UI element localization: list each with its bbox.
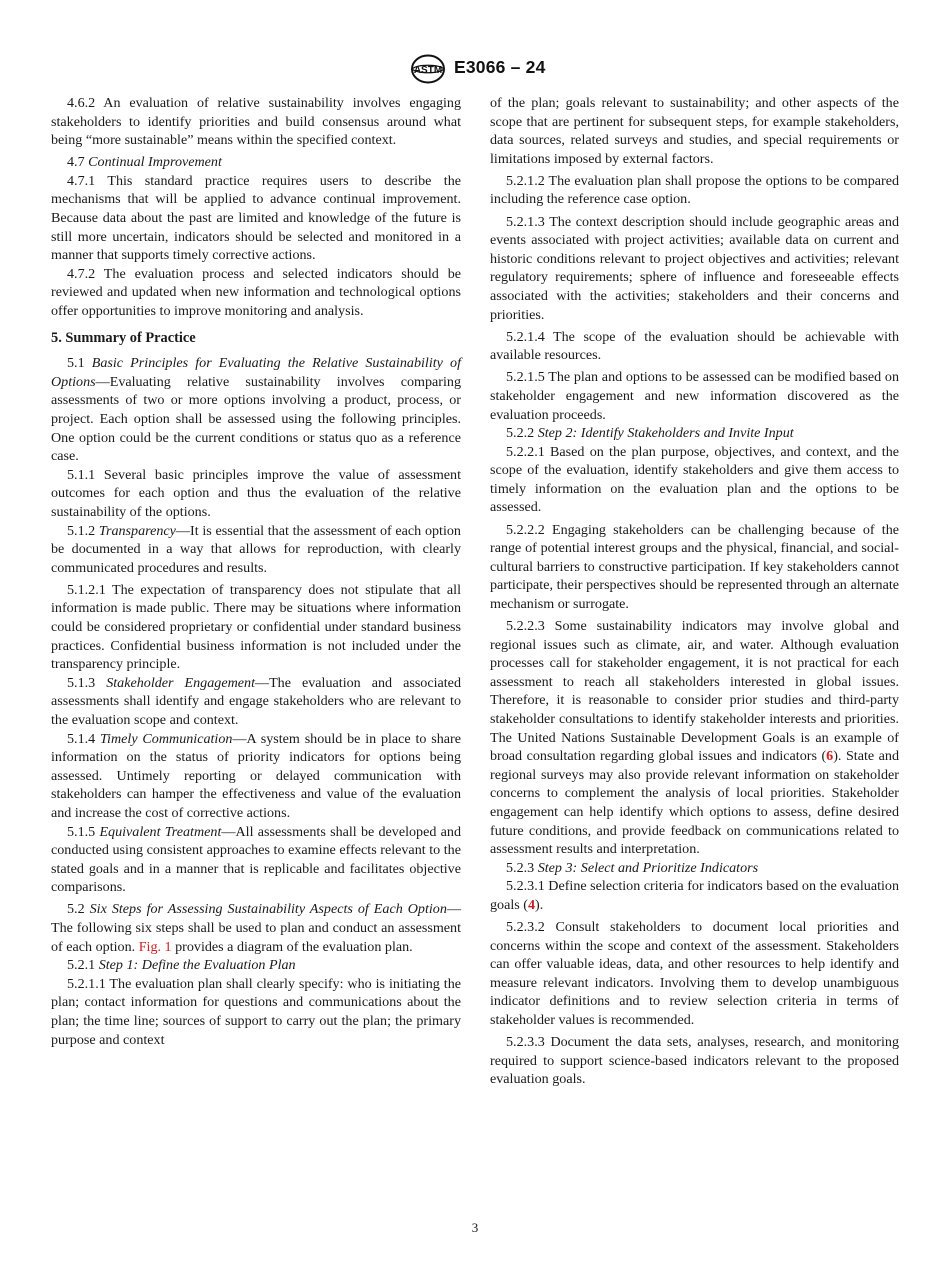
figure-1-link[interactable]: Fig. 1 <box>138 938 172 955</box>
paragraph-5-2-1-2: 5.2.1.2 The evaluation plan shall propose the options to be compared including the reference case option. <box>490 172 899 208</box>
section-5-1-5: 5.1.5 Equivalent Treatment—All assessments shall be developed and conducted using consistent approaches to examine effects relevant to the stated goals and in a manner that is replicable and facilitates objective comparisons. <box>51 823 461 896</box>
section-5-1-4: 5.1.4 Timely Communication—A system should be in place to share information on the status of priority indicators for options being assessed. Untimely reporting or delayed communication with stakeholders can hamper the effectiveness and value of the evaluation and increase the cost of corrective actions. <box>51 730 461 821</box>
paragraph-5-2-1-5: 5.2.1.5 The plan and options to be assessed can be modified based on stakeholder engagement and new information discovered as the evaluation proceeds. <box>490 369 899 423</box>
reference-4-link[interactable]: 4 <box>527 896 536 913</box>
paragraph-5-2-2-3: 5.2.2.3 Some sustainability indicators may involve global and regional issues such as climate, air, and water. Although evaluation processes call for stakeholder engagement, it is not practical for each assessment to reach all stakeholders interested in global issues. Therefore, it is reasonable to consider prior studies and third-party stakeholder consultations to identify stakeholder interests and priorities. The United Nations Sustainable Development Goals is an example of broad consultation regarding global issues and indicators (6). State and regional surveys may also provide relevant information on stakeholder concerns to complement the analysis of local priorities. Stakeholder engagement can help identify which options to assess, define desired future conditions, and provide feedback on communications related to assessment results and interpretation. <box>490 618 899 858</box>
left-column <box>51 94 461 1049</box>
paragraph-5-2-1-4: 5.2.1.4 The scope of the evaluation should be achievable with available resources. <box>490 328 899 364</box>
paragraph-5-2-2-2: 5.2.2.2 Engaging stakeholders can be challenging because of the range of potential interest groups and the physical, financial, and social-cultural barriers to constructive participation. If key stakeholders cannot participate, their perspectives should be represented through an alternate mechanism or surrogate. <box>490 521 899 612</box>
paragraph-5-1-1: 5.1.1 Several basic principles improve the value of assessment outcomes for each option and thus the evaluation of the relative sustainability of the options. <box>51 466 461 520</box>
section-4-7-title: Continual Improvement <box>88 154 222 171</box>
section-5-2-1: 5.2.1 Step 1: Define the Evaluation Plan <box>67 957 296 974</box>
document-designation: E3066 – 24 <box>454 57 546 77</box>
section-5-1: 5.1 Basic Principles for Evaluating the Relative Sustainability of Options—Evaluating relative sustainability involves comparing assessments of two or more options involving a product, process, or project. Each option shall be assessed using the following principles. One option could be the current conditions or status quo as a reference case. <box>51 355 461 465</box>
paragraph-5-2-2-1: 5.2.2.1 Based on the plan purpose, objectives, and context, and the scope of the evaluation, identify stakeholders and give them access to timely information on the evaluation plan and the options to be assessed. <box>490 443 899 516</box>
paragraph-4-7-2: 4.7.2 The evaluation process and selected indicators should be reviewed and updated when new information and technological options offer opportunities to improve monitoring and analysis. <box>51 265 461 320</box>
reference-6-link[interactable]: 6 <box>826 748 834 765</box>
logo-text: ASTM <box>413 65 443 76</box>
page-number: 3 <box>471 1220 479 1235</box>
astm-logo-icon <box>408 54 448 84</box>
paragraph-continued: of the plan; goals relevant to sustainability; and other aspects of the scope that are pertinent for subsequent steps, for example stakeholders, data sources, related surveys and studies, and special requirements or limitations imposed by external factors. <box>490 95 899 167</box>
paragraph-5-2-3-1: 5.2.3.1 Define selection criteria for indicators based on the evaluation goals (4). <box>490 878 899 913</box>
section-5-1-3: 5.1.3 Stakeholder Engagement—The evaluation and associated assessments shall identify and engage stakeholders who are relevant to the evaluation scope and context. <box>51 674 461 728</box>
paragraph-5-2-1-1: 5.2.1.1 The evaluation plan shall clearly specify: who is initiating the plan; contact information for questions and communications about the plan; the time line; sources of support to carry out the plan; the primary purpose and context <box>51 975 461 1048</box>
paragraph-5-2-1-3: 5.2.1.3 The context description should include geographic areas and events associated with project activities; available data on current and historic conditions relevant to project objectives and activities; relevant regulatory requirements; sphere of influence and foreseeable effects associated with the activities; stakeholders and their concerns and priorities. <box>490 213 899 323</box>
section-5-2: 5.2 Six Steps for Assessing Sustainability Aspects of Each Option—The following six steps shall be used to plan and conduct an assessment of each option. Fig. 1 provides a diagram of the evaluation plan. <box>51 901 461 955</box>
paragraph-5-2-3-3: 5.2.3.3 Document the data sets, analyses, research, and monitoring required to support science-based indicators relevant to the proposed evaluation goals. <box>490 1034 899 1088</box>
section-5-heading: 5. Summary of Practice <box>51 329 196 346</box>
page-header <box>0 54 950 84</box>
right-column <box>490 94 899 1089</box>
section-5-2-3: 5.2.3 Step 3: Select and Prioritize Indicators <box>506 859 759 876</box>
section-5-2-2: 5.2.2 Step 2: Identify Stakeholders and Invite Input <box>506 425 794 442</box>
section-5-1-2: 5.1.2 Transparency—It is essential that the assessment of each option be documented in a way that allows for reproduction, with clearly communicated procedures and results. <box>51 522 461 576</box>
section-4-7: 4.7 Continual Improvement <box>67 154 222 171</box>
paragraph-5-1-2-1: 5.1.2.1 The expectation of transparency does not stipulate that all information is made public. There may be situations where information could be considered proprietary or confidential under standard business practices. Confidential business information is not included under the transparency principle. <box>51 581 461 673</box>
paragraph-5-2-3-2: 5.2.3.2 Consult stakeholders to document local priorities and concerns within the scope and context of the assessment. Stakeholders can offer valuable ideas, data, and other resources to help identify and measure relevant indicators. Involving them to develop unambiguous indicator definitions and to review selection criteria in terms of stakeholder values is recommended. <box>490 919 899 1028</box>
paragraph-4-6-2: 4.6.2 An evaluation of relative sustainability involves engaging stakeholders to identify priorities and build consensus around what being “more sustainable” means within the specified context. <box>51 95 461 149</box>
paragraph-4-7-1: 4.7.1 This standard practice requires users to describe the mechanisms that will be applied to advance continual improvement. Because data about the past are limited and knowledge of the future is still more uncertain, indicators should be selected and monitored in a manner that supports timely corrective actions. <box>51 172 461 264</box>
